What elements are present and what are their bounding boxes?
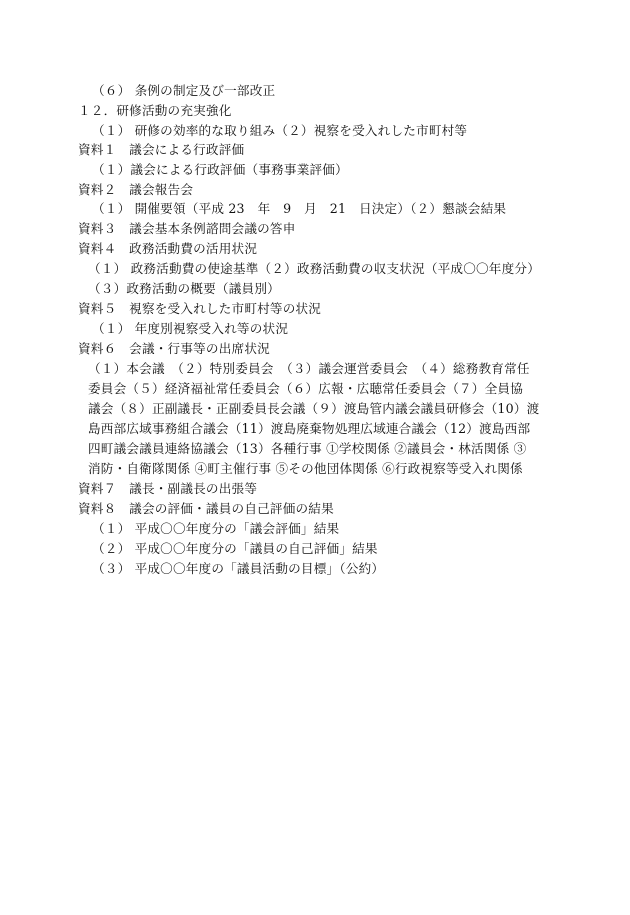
appendix-6-paragraph-line-1: （１）本会議 （２）特別委員会 （３）議会運営委員会 （４）総務教育常任: [88, 361, 530, 376]
appendix-8-item-2: （２） 平成〇〇年度分の「議員の自己評価」結果: [92, 541, 378, 556]
outline-item-training: （１） 研修の効率的な取り組み（２）視察を受入れした市町村等: [92, 123, 468, 138]
appendix-7-heading: 資料７ 議長・副議長の出張等: [78, 481, 258, 496]
appendix-6-paragraph-line-2: 委員会（５）経済福祉常任委員会（６）広報・広聴常任委員会（７）全員協: [88, 381, 523, 396]
appendix-1-heading: 資料１ 議会による行政評価: [78, 142, 245, 157]
appendix-8-item-1: （１） 平成〇〇年度分の「議会評価」結果: [92, 521, 340, 536]
appendix-3-heading: 資料３ 議会基本条例諮問会議の答申: [78, 221, 296, 236]
appendix-6-paragraph-line-3: 議会（８）正副議長・正副委員長会議（９）渡島管内議会議員研修会（10）渡: [88, 401, 540, 416]
appendix-5-heading: 資料５ 視察を受入れした市町村等の状況: [78, 301, 322, 316]
appendix-8-heading: 資料８ 議会の評価・議員の自己評価の結果: [78, 501, 334, 516]
appendix-2-item: （１） 開催要領（平成 23 年 9 月 21 日決定）（２）懇談会結果: [92, 201, 507, 216]
appendix-4-heading: 資料４ 政務活動費の活用状況: [78, 241, 258, 256]
appendix-2-heading: 資料２ 議会報告会: [78, 182, 194, 197]
appendix-4-item-1-2: （１） 政務活動費の使途基準（２）政務活動費の収支状況（平成〇〇年度分）: [88, 261, 540, 276]
appendix-1-item: （１）議会による行政評価（事務事業評価）: [92, 162, 348, 177]
appendix-6-paragraph-line-5: 四町議会議員連絡協議会（13）各種行事 ①学校関係 ②議員会・林活関係 ③: [88, 441, 527, 456]
appendix-8-item-3: （３） 平成〇〇年度の「議員活動の目標」（公約）: [92, 561, 385, 576]
outline-item-6-ordinance: （６） 条例の制定及び一部改正: [92, 83, 276, 98]
appendix-6-paragraph-line-6: 消防・自衛隊関係 ④町主催行事 ⑤その他団体関係 ⑥行政視察等受入れ関係: [88, 461, 523, 476]
appendix-6-heading: 資料６ 会議・行事等の出席状況: [78, 341, 270, 356]
appendix-5-item: （１） 年度別視察受入れ等の状況: [92, 321, 289, 336]
appendix-6-paragraph-line-4: 島西部広域事務組合議会（11）渡島廃棄物処理広域連合議会（12）渡島西部: [88, 421, 531, 436]
section-12-heading: １２．研修活動の充実強化: [78, 103, 232, 118]
appendix-4-item-3: （３）政務活動の概要（議員別）: [88, 281, 280, 296]
